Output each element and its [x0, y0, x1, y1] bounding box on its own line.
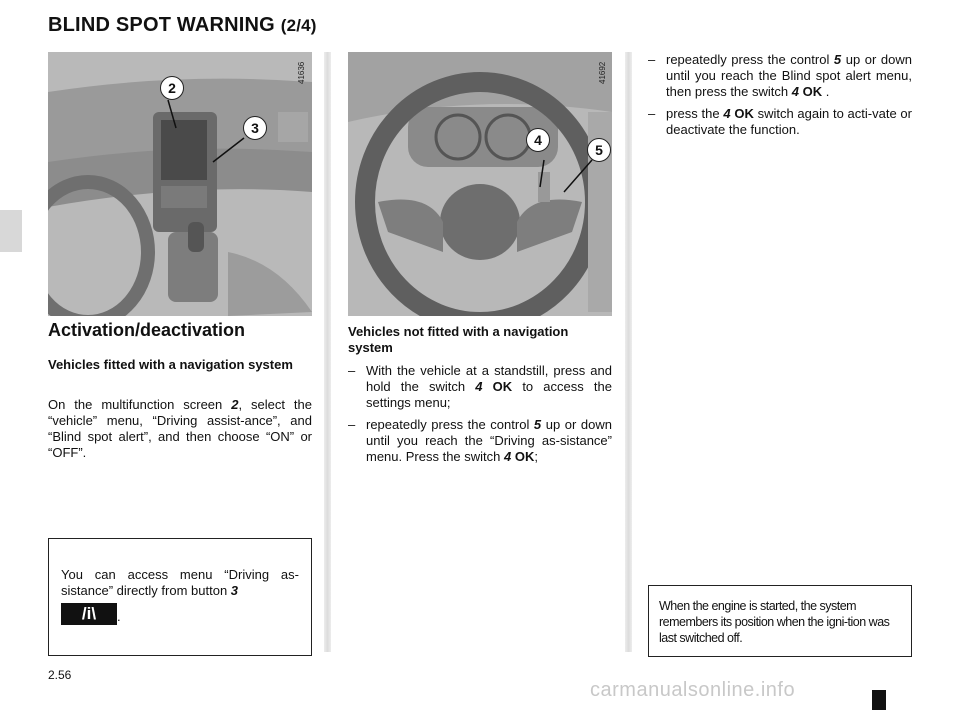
subheading-without-navigation: Vehicles not fitted with a navigation system	[348, 324, 569, 355]
note-box-driving-assistance	[48, 538, 312, 656]
corner-mark	[872, 690, 886, 710]
paragraph-with-navigation: On the multifunction screen 2, select the “vehicle” menu, “Driving assist-ance”, and “Blind spot alert”, and then choose “ON” or “OFF”.	[48, 397, 312, 460]
note-text-driving-assistance: You can access menu “Driving as-sistance” directly from button 3 /i\ .	[61, 567, 299, 624]
column-divider-right	[625, 52, 632, 652]
list-item: – repeatedly press the control 5 up or down until you reach the Blind spot alert menu, then press the switch 4 OK .	[648, 52, 912, 99]
callout-3: 3	[243, 116, 267, 140]
page-title-text: BLIND SPOT WARNING	[48, 14, 275, 36]
list-item: – repeatedly press the control 5 up or down until you reach the “Driving as-sistance” menu. Press the switch 4 OK;	[348, 417, 612, 464]
driving-aids-button-icon: /i\	[61, 603, 117, 625]
section-heading: Activation/deactivation	[48, 320, 246, 340]
figure-code-left: 41636	[297, 61, 306, 84]
steering-wheel-illustration	[348, 52, 612, 316]
section-tab-marker	[0, 210, 22, 252]
callout-5: 5	[587, 138, 611, 162]
steps-list-without-navigation	[348, 363, 612, 471]
list-item: – With the vehicle at a standstill, press and hold the switch 4 OK to access the settings menu;	[348, 363, 612, 410]
list-item: – press the 4 OK switch again to acti-vate or deactivate the function.	[648, 106, 912, 137]
callout-4: 4	[526, 128, 550, 152]
page-title-part: (2/4)	[280, 16, 317, 35]
ref-2: 2	[231, 397, 239, 412]
note-box-system-memory	[648, 585, 912, 657]
callout-2: 2	[160, 76, 184, 100]
note-text-system-memory: When the engine is started, the system remembers its position when the igni-tion was last switched off.	[659, 599, 890, 645]
subheading-with-navigation: Vehicles fitted with a navigation system	[48, 357, 293, 372]
watermark: carmanualsonline.info	[590, 679, 796, 701]
figure-steering-wheel	[348, 52, 612, 316]
page-number: 2.56	[48, 668, 72, 682]
page-title	[48, 14, 317, 37]
column-divider-left	[324, 52, 331, 652]
steps-list-right	[648, 52, 912, 144]
figure-code-middle: 41692	[598, 61, 607, 84]
